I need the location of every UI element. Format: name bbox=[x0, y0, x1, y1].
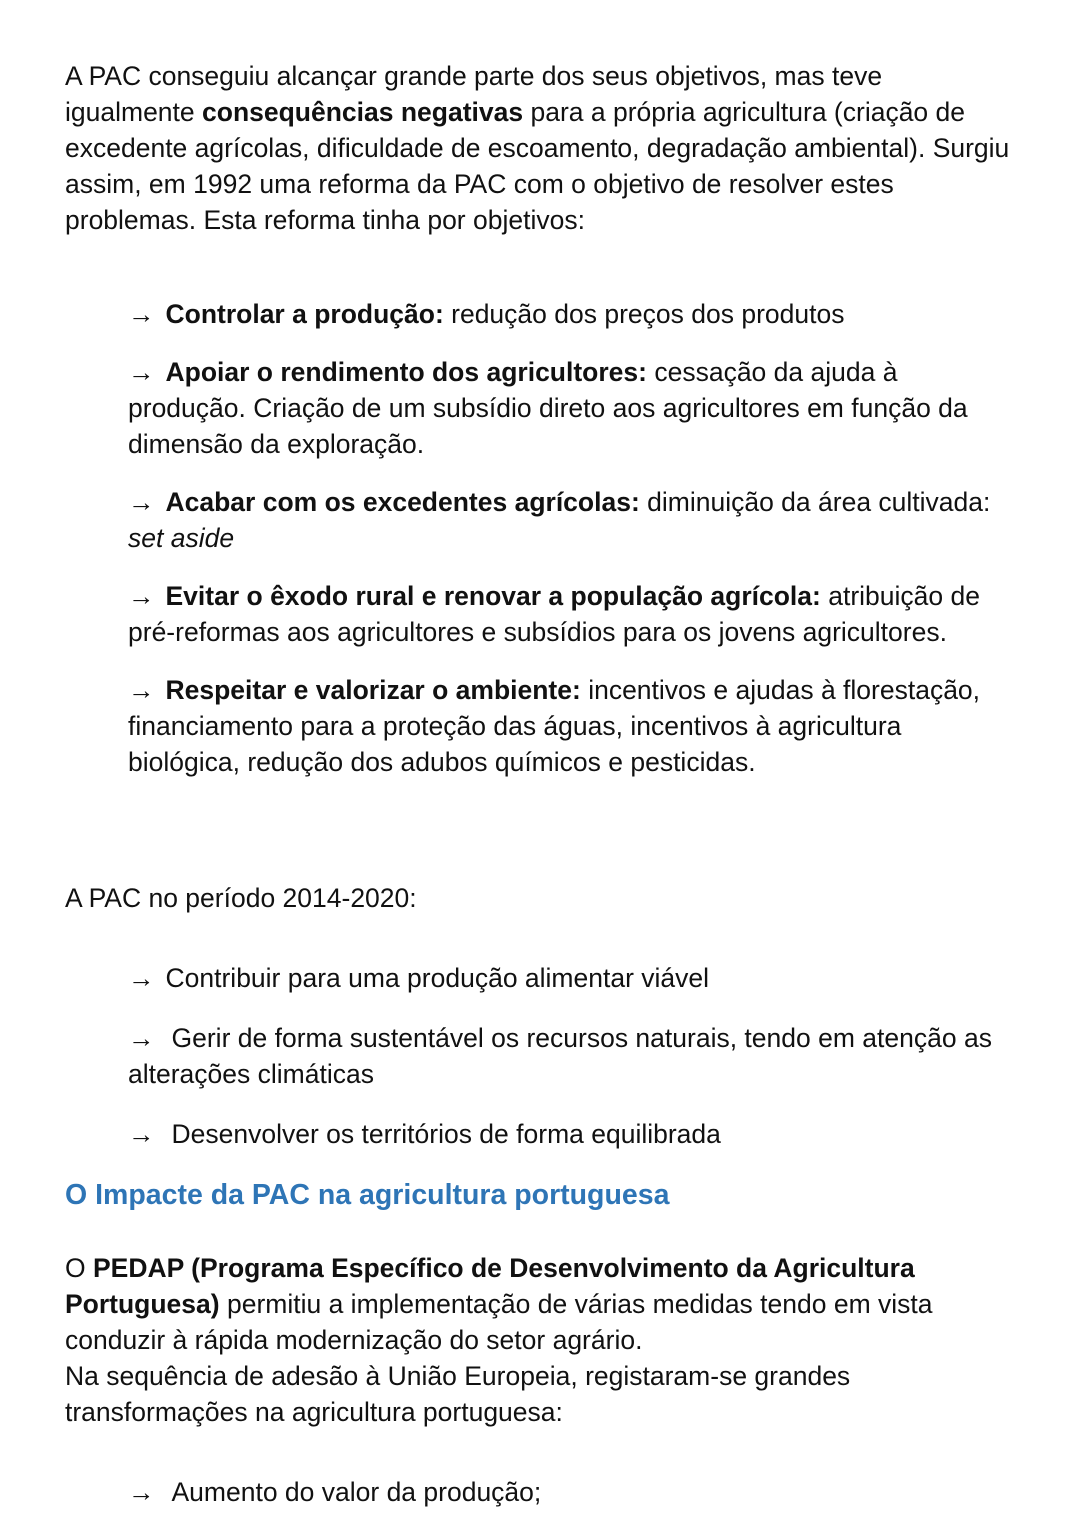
list-item-bold: Respeitar e valorizar o ambiente: bbox=[165, 675, 581, 705]
transformations-list bbox=[65, 1474, 1016, 1510]
list-item-bold: Acabar com os excedentes agrícolas: bbox=[165, 487, 640, 517]
spacer-after-intro bbox=[65, 238, 1016, 274]
intro-bold-phrase: consequências negativas bbox=[202, 97, 524, 127]
pedap-line2: Na sequência de adesão à União Europeia, registaram-se grandes transformações na agricultura portuguesa: bbox=[65, 1361, 851, 1427]
list-item-bold: Controlar a produção: bbox=[165, 299, 444, 329]
arrow-icon: → bbox=[128, 357, 155, 387]
list-item-text: Contribuir para uma produção alimentar viável bbox=[165, 963, 710, 993]
list-item bbox=[65, 672, 1016, 780]
spacer-after-heading bbox=[65, 1214, 1016, 1250]
list-item-text: cessação da ajuda à produção. Criação de um subsídio direto aos agricultores em função da dimensão da exploração. bbox=[128, 357, 968, 459]
list-item-text: incentivos e ajudas à florestação, financiamento para a proteção das águas, incentivos à agricultura biológica, redução dos adubos químicos e pesticidas. bbox=[128, 675, 981, 777]
arrow-icon: → bbox=[128, 1477, 155, 1507]
arrow-icon: → bbox=[128, 581, 155, 611]
intro-part1: A PAC conseguiu alcançar grande parte dos seus objetivos, mas teve igualmente bbox=[65, 61, 883, 127]
intro-paragraph bbox=[65, 58, 1016, 238]
spacer-before-transformations bbox=[65, 1430, 1016, 1452]
list-item-bold: Apoiar o rendimento dos agricultores: bbox=[165, 357, 647, 387]
list-item bbox=[65, 484, 1016, 556]
arrow-icon: → bbox=[128, 1119, 155, 1149]
list-item bbox=[65, 578, 1016, 650]
list-item bbox=[65, 960, 1016, 996]
list-item bbox=[65, 1020, 1016, 1092]
spacer-before-period-section bbox=[65, 802, 1016, 880]
arrow-icon: → bbox=[128, 299, 155, 329]
list-item bbox=[65, 296, 1016, 332]
arrow-icon: → bbox=[128, 963, 155, 993]
period-objectives-list bbox=[65, 960, 1016, 1152]
list-item-text: Desenvolver os territórios de forma equilibrada bbox=[171, 1119, 721, 1149]
reform-objectives-list bbox=[65, 296, 1016, 780]
spacer-after-period-lead bbox=[65, 916, 1016, 938]
intro-part2: para a própria agricultura (criação de excedente agrícolas, dificuldade de escoamento, degradação ambiental). Surgiu assim, em 1992 uma reforma da PAC com o objetivo de resolver estes problemas. Esta reforma tinha por objetivos: bbox=[65, 97, 1010, 235]
list-item-bold: Evitar o êxodo rural e renovar a população agrícola: bbox=[165, 581, 821, 611]
pedap-text: permitiu a implementação de várias medidas tendo em vista conduzir à rápida modernização do setor agrário. bbox=[65, 1289, 933, 1355]
list-item-text: Gerir de forma sustentável os recursos naturais, tendo em atenção as alterações climáticas bbox=[128, 1023, 992, 1089]
period-lead-text: A PAC no período 2014-2020: bbox=[65, 883, 417, 913]
section-heading-impact: O Impacte da PAC na agricultura portuguesa bbox=[65, 1179, 670, 1211]
list-item bbox=[65, 1116, 1016, 1152]
pedap-bold-title: PEDAP (Programa Específico de Desenvolvimento da Agricultura Portuguesa) bbox=[65, 1253, 915, 1319]
list-item bbox=[65, 1474, 1016, 1510]
list-item-text: diminuição da área cultivada: bbox=[639, 487, 991, 517]
list-item-text: Aumento do valor da produção; bbox=[171, 1477, 542, 1507]
list-item bbox=[65, 354, 1016, 462]
arrow-icon: → bbox=[128, 1023, 155, 1053]
pedap-prefix: O bbox=[65, 1253, 93, 1283]
list-item-text: atribuição de pré-reformas aos agricultores e subsídios para os jovens agricultores. bbox=[128, 581, 980, 647]
arrow-icon: → bbox=[128, 675, 155, 705]
pedap-paragraph bbox=[65, 1250, 1016, 1430]
list-item-text: redução dos preços dos produtos bbox=[443, 299, 845, 329]
list-item-italic-term: set aside bbox=[128, 523, 235, 553]
arrow-icon: → bbox=[128, 487, 155, 517]
